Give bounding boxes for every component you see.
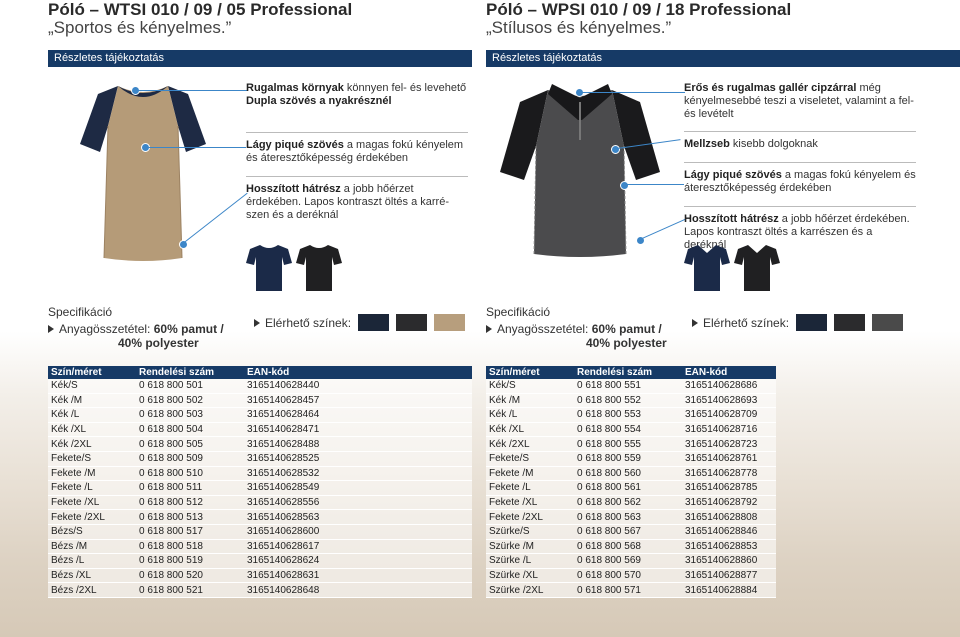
table-cell: Bézs /2XL xyxy=(48,583,136,598)
spec-label: Specifikáció xyxy=(486,305,551,319)
table-row xyxy=(486,451,776,466)
material-value-2: 40% polyester xyxy=(586,336,667,350)
table-row xyxy=(48,379,472,393)
table-cell: 3165140628778 xyxy=(682,466,776,481)
feature-4: Hosszított hátrész a jobb hőérzet érdekében. Lapos kontraszt öltés a karrészen és a deréknál xyxy=(684,206,916,252)
table-cell: 3165140628525 xyxy=(244,451,472,466)
table-cell: 0 618 800 571 xyxy=(574,583,682,598)
table-cell: 0 618 800 520 xyxy=(136,568,244,583)
table-cell: Fekete/S xyxy=(486,451,574,466)
table-cell: 0 618 800 559 xyxy=(574,451,682,466)
table-row xyxy=(48,568,472,583)
table-cell: 3165140628853 xyxy=(682,539,776,554)
polo-shirt-image xyxy=(498,80,662,260)
table-row xyxy=(486,408,776,423)
callout-dot xyxy=(620,181,629,190)
table-cell: Kék /L xyxy=(486,408,574,423)
table-cell: Kék /M xyxy=(486,393,574,408)
product-subtitle: „Sportos és kényelmes.” xyxy=(48,18,232,37)
table-row xyxy=(486,539,776,554)
table-cell: 3165140628440 xyxy=(244,379,472,393)
table-cell: Kék /2XL xyxy=(48,437,136,452)
table-row xyxy=(48,466,472,481)
table-cell: 3165140628549 xyxy=(244,481,472,496)
table-cell: 3165140628648 xyxy=(244,583,472,598)
table-row xyxy=(48,481,472,496)
color-swatch[interactable] xyxy=(358,314,389,331)
table-cell: 0 618 800 502 xyxy=(136,393,244,408)
table-cell: 3165140628686 xyxy=(682,379,776,393)
table-cell: Kék /M xyxy=(48,393,136,408)
available-colors xyxy=(254,314,465,331)
table-cell: Bézs /XL xyxy=(48,568,136,583)
color-swatch[interactable] xyxy=(872,314,903,331)
table-cell: Fekete /XL xyxy=(486,495,574,510)
product-wtsi xyxy=(0,0,472,637)
order-table xyxy=(48,366,472,598)
table-cell: Szürke/S xyxy=(486,524,574,539)
table-cell: Kék /2XL xyxy=(486,437,574,452)
feature-2: Mellzseb kisebb dolgoknak xyxy=(684,131,916,151)
table-cell: Kék/S xyxy=(48,379,136,393)
table-cell: 0 618 800 518 xyxy=(136,539,244,554)
table-cell: 3165140628532 xyxy=(244,466,472,481)
callout-line xyxy=(137,90,247,91)
table-row xyxy=(486,437,776,452)
product-subtitle: „Stílusos és kényelmes.” xyxy=(486,18,672,37)
table-cell: Kék /XL xyxy=(48,422,136,437)
color-swatch[interactable] xyxy=(396,314,427,331)
table-cell: Fekete /M xyxy=(48,466,136,481)
table-cell: Fekete /L xyxy=(486,481,574,496)
table-cell: 0 618 800 551 xyxy=(574,379,682,393)
table-cell: 0 618 800 562 xyxy=(574,495,682,510)
table-row xyxy=(486,554,776,569)
product-wpsi xyxy=(486,0,958,637)
table-cell: 0 618 800 554 xyxy=(574,422,682,437)
table-row xyxy=(48,510,472,525)
callout-line xyxy=(148,147,246,148)
specification xyxy=(486,305,667,350)
table-cell: 0 618 800 569 xyxy=(574,554,682,569)
table-cell: Szürke /XL xyxy=(486,568,574,583)
table-cell: 0 618 800 568 xyxy=(574,539,682,554)
table-cell: 3165140628457 xyxy=(244,393,472,408)
material-label: Anyagösszetétel: xyxy=(497,322,589,336)
table-cell: 0 618 800 519 xyxy=(136,554,244,569)
table-cell: Kék /XL xyxy=(486,422,574,437)
table-cell: 0 618 800 570 xyxy=(574,568,682,583)
table-row xyxy=(48,554,472,569)
product-title: Póló – WTSI 010 / 09 / 05 Professional xyxy=(48,0,353,19)
table-cell: Fekete /2XL xyxy=(486,510,574,525)
table-cell: Fekete /2XL xyxy=(48,510,136,525)
table-cell: 3165140628785 xyxy=(682,481,776,496)
material-label: Anyagösszetétel: xyxy=(59,322,151,336)
table-row xyxy=(486,524,776,539)
details-bar: Részletes tájékoztatás xyxy=(486,50,960,67)
available-colors xyxy=(692,314,903,331)
colors-label: Elérhető színek: xyxy=(265,315,352,330)
table-cell: 3165140628716 xyxy=(682,422,776,437)
table-row xyxy=(486,583,776,598)
table-cell: Fekete /L xyxy=(48,481,136,496)
table-cell: 0 618 800 505 xyxy=(136,437,244,452)
color-swatch[interactable] xyxy=(434,314,465,331)
details-bar: Részletes tájékoztatás xyxy=(48,50,472,67)
feature-1: Erős és rugalmas gallér cipzárral még kényelmesebbé teszi a viseletet, valamint a fel- és levételt xyxy=(684,82,914,120)
colors-label: Elérhető színek: xyxy=(703,315,790,330)
table-row xyxy=(486,422,776,437)
callout-line xyxy=(626,184,684,185)
table-cell: Fekete /XL xyxy=(48,495,136,510)
table-cell: 3165140628617 xyxy=(244,539,472,554)
table-row xyxy=(48,393,472,408)
table-cell: 3165140628631 xyxy=(244,568,472,583)
table-cell: Szürke /L xyxy=(486,554,574,569)
callout-dot xyxy=(611,145,620,154)
feature-3: Hosszított hátrész a jobb hőérzet érdekében. Lapos kontraszt öltés a karré-szen és a deréknál xyxy=(246,176,468,222)
table-cell: 0 618 800 512 xyxy=(136,495,244,510)
table-row xyxy=(48,408,472,423)
color-swatch[interactable] xyxy=(796,314,827,331)
table-cell: 0 618 800 503 xyxy=(136,408,244,423)
table-cell: 0 618 800 517 xyxy=(136,524,244,539)
table-row xyxy=(48,422,472,437)
table-cell: 0 618 800 501 xyxy=(136,379,244,393)
column-header: EAN-kód xyxy=(244,366,472,379)
spec-label: Specifikáció xyxy=(48,305,113,319)
table-cell: 3165140628464 xyxy=(244,408,472,423)
table-cell: 3165140628846 xyxy=(682,524,776,539)
table-cell: Fekete /M xyxy=(486,466,574,481)
table-cell: 0 618 800 560 xyxy=(574,466,682,481)
column-header: Szín/méret xyxy=(48,366,136,379)
column-header: Szín/méret xyxy=(486,366,574,379)
table-cell: 0 618 800 553 xyxy=(574,408,682,423)
table-cell: 3165140628563 xyxy=(244,510,472,525)
material-value-1: 60% pamut / xyxy=(153,322,224,336)
table-cell: 3165140628723 xyxy=(682,437,776,452)
table-row xyxy=(48,437,472,452)
table-cell: 3165140628471 xyxy=(244,422,472,437)
table-cell: 3165140628792 xyxy=(682,495,776,510)
column-header: Rendelési szám xyxy=(574,366,682,379)
table-cell: 3165140628600 xyxy=(244,524,472,539)
table-cell: 0 618 800 561 xyxy=(574,481,682,496)
table-cell: Bézs /M xyxy=(48,539,136,554)
table-cell: 0 618 800 567 xyxy=(574,524,682,539)
table-body xyxy=(486,379,776,597)
table-row xyxy=(486,495,776,510)
table-cell: Bézs /L xyxy=(48,554,136,569)
arrow-right-icon xyxy=(254,319,260,327)
table-cell: 0 618 800 552 xyxy=(574,393,682,408)
table-cell: 0 618 800 555 xyxy=(574,437,682,452)
table-cell: 3165140628860 xyxy=(682,554,776,569)
table-cell: Kék/S xyxy=(486,379,574,393)
material-value-1: 60% pamut / xyxy=(591,322,662,336)
table-row xyxy=(486,466,776,481)
arrow-right-icon xyxy=(486,325,492,333)
feature-1: Rugalmas környak könnyen fel- és levehető Dupla szövés a nyakrésznél xyxy=(246,82,467,107)
order-table xyxy=(486,366,776,598)
table-cell: 0 618 800 521 xyxy=(136,583,244,598)
table-row xyxy=(486,481,776,496)
table-row xyxy=(48,539,472,554)
table-cell: 3165140628624 xyxy=(244,554,472,569)
table-cell: 3165140628808 xyxy=(682,510,776,525)
table-cell: 0 618 800 509 xyxy=(136,451,244,466)
tshirt-variant-blue xyxy=(246,243,292,293)
callout-line xyxy=(581,92,685,93)
table-cell: 3165140628877 xyxy=(682,568,776,583)
table-cell: 0 618 800 513 xyxy=(136,510,244,525)
feature-3: Lágy piqué szövés a magas fokú kényelem és áteresztőképesség érdekében xyxy=(684,162,916,195)
table-row xyxy=(486,393,776,408)
table-row xyxy=(48,583,472,598)
table-cell: Szürke /2XL xyxy=(486,583,574,598)
feature-2: Lágy piqué szövés a magas fokú kényelem és áteresztőképesség érdekében xyxy=(246,132,468,165)
table-cell: 3165140628884 xyxy=(682,583,776,598)
table-cell: 0 618 800 511 xyxy=(136,481,244,496)
tshirt-image xyxy=(78,78,208,264)
table-cell: 3165140628709 xyxy=(682,408,776,423)
table-cell: 3165140628488 xyxy=(244,437,472,452)
polo-variant-blue xyxy=(684,243,730,293)
color-swatch[interactable] xyxy=(834,314,865,331)
table-cell: 3165140628761 xyxy=(682,451,776,466)
column-header: Rendelési szám xyxy=(136,366,244,379)
product-title: Póló – WPSI 010 / 09 / 18 Professional xyxy=(486,0,792,19)
table-row xyxy=(486,568,776,583)
table-cell: 0 618 800 563 xyxy=(574,510,682,525)
polo-variant-black xyxy=(734,243,780,293)
table-body xyxy=(48,379,472,597)
table-cell: Fekete/S xyxy=(48,451,136,466)
table-cell: 0 618 800 504 xyxy=(136,422,244,437)
table-cell: 3165140628693 xyxy=(682,393,776,408)
arrow-right-icon xyxy=(48,325,54,333)
table-cell: Kék /L xyxy=(48,408,136,423)
table-row xyxy=(48,524,472,539)
material-value-2: 40% polyester xyxy=(118,336,199,350)
table-cell: 3165140628556 xyxy=(244,495,472,510)
arrow-right-icon xyxy=(692,319,698,327)
table-row xyxy=(486,379,776,393)
specification xyxy=(48,305,224,350)
table-cell: 0 618 800 510 xyxy=(136,466,244,481)
column-header: EAN-kód xyxy=(682,366,776,379)
table-row xyxy=(486,510,776,525)
table-cell: Szürke /M xyxy=(486,539,574,554)
table-row xyxy=(48,451,472,466)
tshirt-variant-black xyxy=(296,243,342,293)
table-row xyxy=(48,495,472,510)
table-cell: Bézs/S xyxy=(48,524,136,539)
